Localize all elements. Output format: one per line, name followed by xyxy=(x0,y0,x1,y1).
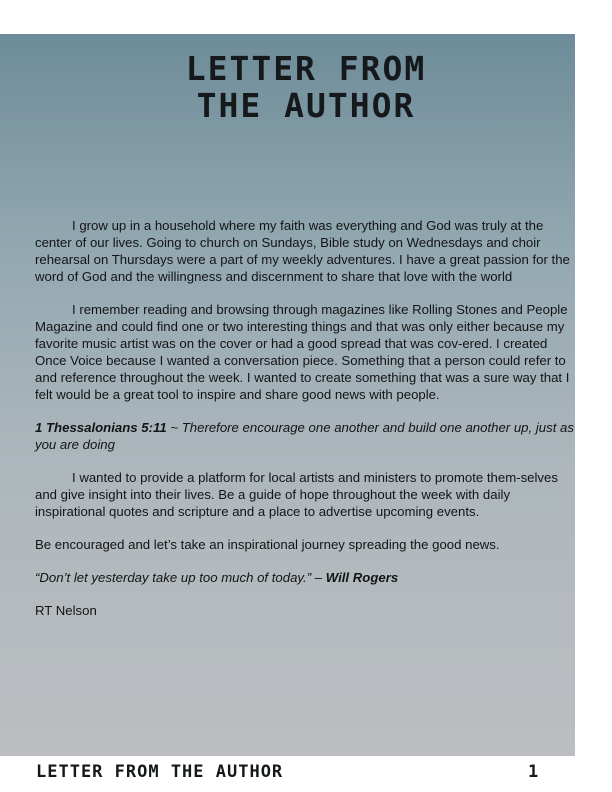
letter-body xyxy=(35,217,575,635)
page-title-line1: LETTER FROM xyxy=(185,49,427,88)
page-number: 1 xyxy=(528,762,539,782)
page-title xyxy=(0,50,612,124)
quote-text: “Don’t let yesterday take up too much of today.” – xyxy=(35,570,326,585)
page-title-line2: THE AUTHOR xyxy=(196,86,416,125)
signature: RT Nelson xyxy=(35,603,97,618)
footer-title: LETTER FROM THE AUTHOR xyxy=(36,762,284,782)
paragraph-magazines: I remember reading and browsing through magazines like Rolling Stones and People Magazine and could find one or two interesting things and that was only either because my favorite music artist was on the cover or had a good spread that was cov-ered. I created Once Voice because I wanted a conversation piece. Something that a person could refer to and reference throughout the week. I wanted to create something that was a sure way that I felt would be a great tool to inspire and share good news with people. xyxy=(35,302,570,402)
scripture-verse xyxy=(35,419,575,453)
paragraph-upbringing: I grow up in a household where my faith was everything and God was truly at the center of our lives. Going to church on Sundays, Bible study on Wednesdays and choir rehearsal on Thursdays were a part of my weekly adventures. I have a great passion for the word of God and the willingness and discernment to share that love with the world xyxy=(35,218,570,284)
paragraph-platform: I wanted to provide a platform for local artists and ministers to promote them-selves and give insight into their lives. Be a guide of hope throughout the week with daily inspirational quotes and scripture and a place to advertise upcoming events. xyxy=(35,470,558,519)
quote xyxy=(35,569,575,586)
paragraph-encouragement: Be encouraged and let’s take an inspirational journey spreading the good news. xyxy=(35,537,500,552)
quote-author: Will Rogers xyxy=(325,570,399,585)
verse-text: ~ Therefore encourage one another and build one another up, just as you are doing xyxy=(35,420,574,452)
page-footer xyxy=(0,760,575,786)
verse-reference: 1 Thessalonians 5:11 xyxy=(35,420,167,435)
